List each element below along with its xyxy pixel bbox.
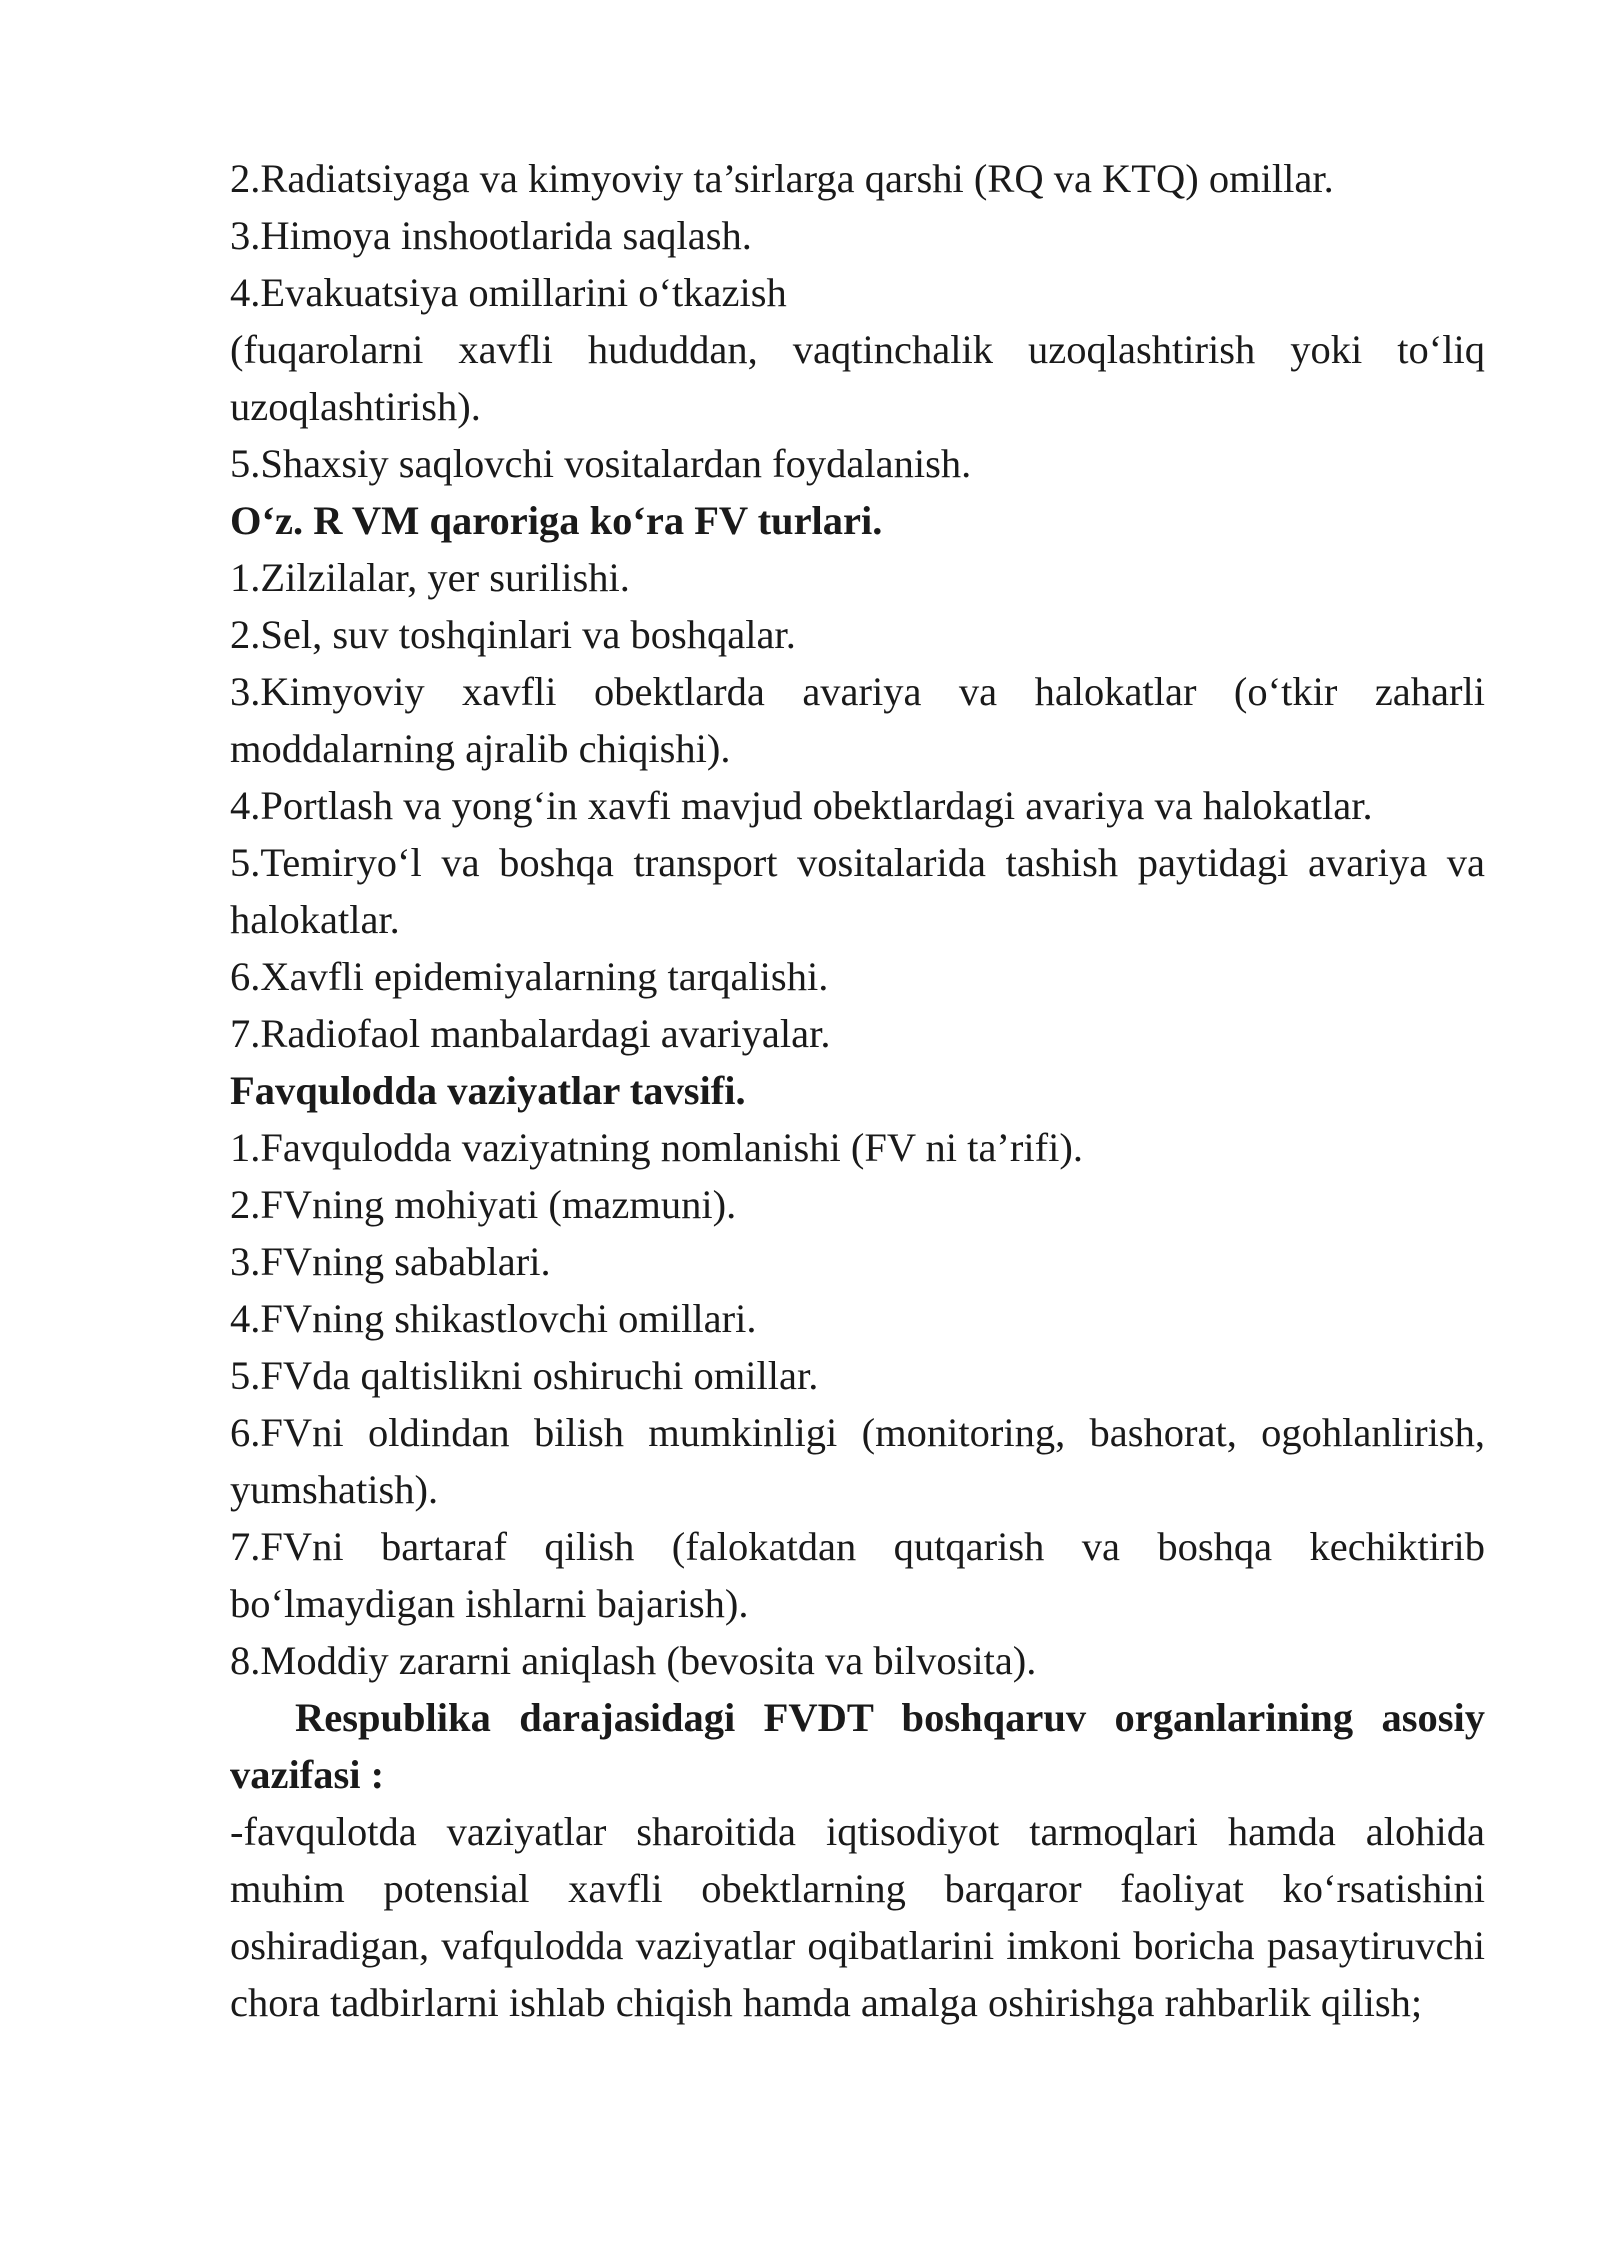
list-item: 5.FVda qaltislikni oshiruchi omillar. [230, 1353, 819, 1398]
list-item: 1.Zilzilalar, yer surilishi. [230, 555, 630, 600]
list-item: 7.FVni bartaraf qilish (falokatdan qutqarish va boshqa kechiktirib bo‘lmaydigan ishlarni bajarish). [230, 1524, 1485, 1626]
list-item-detail: (fuqarolarni xavfli hududdan, vaqtinchalik uzoqlashtirish yoki to‘liq uzoqlashtirish). [230, 327, 1485, 429]
list-item: 5.Temiryo‘l va boshqa transport vositalarida tashish paytidagi avariya va halokatlar. [230, 840, 1485, 942]
list-item: 2.Sel, suv toshqinlari va boshqalar. [230, 612, 796, 657]
list-item: 6.Xavfli epidemiyalarning tarqalishi. [230, 954, 829, 999]
list-item: 4.Portlash va yong‘in xavfi mavjud obektlardagi avariya va halokatlar. [230, 783, 1373, 828]
list-item: 7.Radiofaol manbalardagi avariyalar. [230, 1011, 831, 1056]
list-item: 3.Kimyoviy xavfli obektlarda avariya va halokatlar (o‘tkir zaharli moddalarning ajralib chiqishi). [230, 669, 1485, 771]
section-heading-tasks: Respublika darajasidagi FVDT boshqaruv organlarining asosiy vazifasi : [230, 1695, 1485, 1797]
document-page [230, 150, 1485, 2031]
list-item: 2.Radiatsiyaga va kimyoviy ta’sirlarga qarshi (RQ va KTQ) omillar. [230, 156, 1334, 201]
list-item: 3.FVning sabablari. [230, 1239, 551, 1284]
list-item: 5.Shaxsiy saqlovchi vositalardan foydalanish. [230, 441, 972, 486]
list-item: 6.FVni oldindan bilish mumkinligi (monitoring, bashorat, ogohlanlirish, yumshatish). [230, 1410, 1485, 1512]
list-item: 1.Favqulodda vaziyatning nomlanishi (FV ni ta’rifi). [230, 1125, 1083, 1170]
list-item: 4.FVning shikastlovchi omillari. [230, 1296, 757, 1341]
list-item: 2.FVning mohiyati (mazmuni). [230, 1182, 737, 1227]
section-heading-fv-description: Favqulodda vaziyatlar tavsifi. [230, 1068, 746, 1113]
tasks-paragraph: -favqulotda vaziyatlar sharoitida iqtisodiyot tarmoqlari hamda alohida muhim potensial xavfli obektlarning barqaror faoliyat ko‘rsatishini oshiradigan, vafqulodda vaziyatlar oqibatlarini imkoni boricha pasaytiruvchi chora tadbirlarni ishlab chiqish hamda amalga oshirishga rahbarlik qilish; [230, 1809, 1485, 2025]
list-item: 8.Moddiy zararni aniqlash (bevosita va bilvosita). [230, 1638, 1037, 1683]
list-item: 3.Himoya inshootlarida saqlash. [230, 213, 752, 258]
section-heading-fv-types: O‘z. R VM qaroriga ko‘ra FV turlari. [230, 498, 883, 543]
list-item: 4.Evakuatsiya omillarini o‘tkazish [230, 270, 787, 315]
